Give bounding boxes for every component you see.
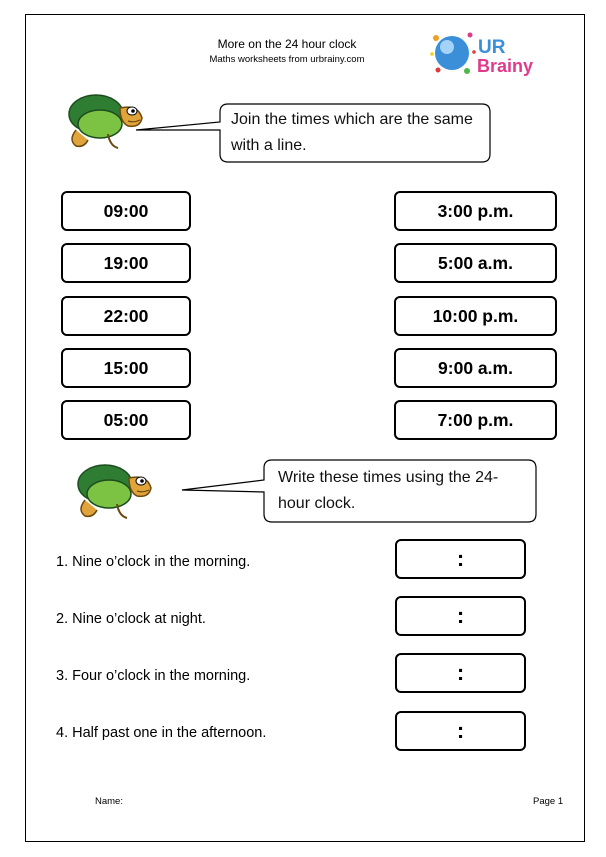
name-label: Name: (95, 796, 123, 807)
tortoise-character-icon (70, 458, 160, 524)
left-time-box[interactable]: 15:00 (61, 348, 191, 388)
answer-box[interactable]: : (395, 711, 526, 751)
worksheet-subtitle: Maths worksheets from urbrainy.com (209, 54, 365, 65)
answer-box[interactable]: : (395, 596, 526, 636)
question-text: 1. Nine o’clock in the morning. (56, 554, 251, 570)
right-time-box[interactable]: 9:00 a.m. (394, 348, 557, 388)
left-time-box[interactable]: 22:00 (61, 296, 191, 336)
left-time-box[interactable]: 05:00 (61, 400, 191, 440)
logo-text-bottom: Brainy (477, 56, 534, 76)
question-text: 3. Four o’clock in the morning. (56, 668, 251, 684)
question-text: 4. Half past one in the afternoon. (56, 725, 267, 741)
answer-box[interactable]: : (395, 539, 526, 579)
right-time-box[interactable]: 10:00 p.m. (394, 296, 557, 336)
logo-text-top: UR (478, 37, 506, 58)
left-time-box[interactable]: 19:00 (61, 243, 191, 283)
question-text: 2. Nine o’clock at night. (56, 611, 206, 627)
page-number: Page 1 (533, 796, 564, 807)
instruction-write: Write these times using the 24-hour clock. (278, 469, 499, 512)
worksheet-title: More on the 24 hour clock (217, 37, 357, 51)
instruction-join: Join the times which are the same with a line. (231, 111, 473, 154)
right-time-box[interactable]: 5:00 a.m. (394, 243, 557, 283)
right-time-box[interactable]: 7:00 p.m. (394, 400, 557, 440)
right-time-box[interactable]: 3:00 p.m. (394, 191, 557, 231)
answer-box[interactable]: : (395, 653, 526, 693)
left-time-box[interactable]: 09:00 (61, 191, 191, 231)
urbrainy-logo (430, 26, 550, 82)
